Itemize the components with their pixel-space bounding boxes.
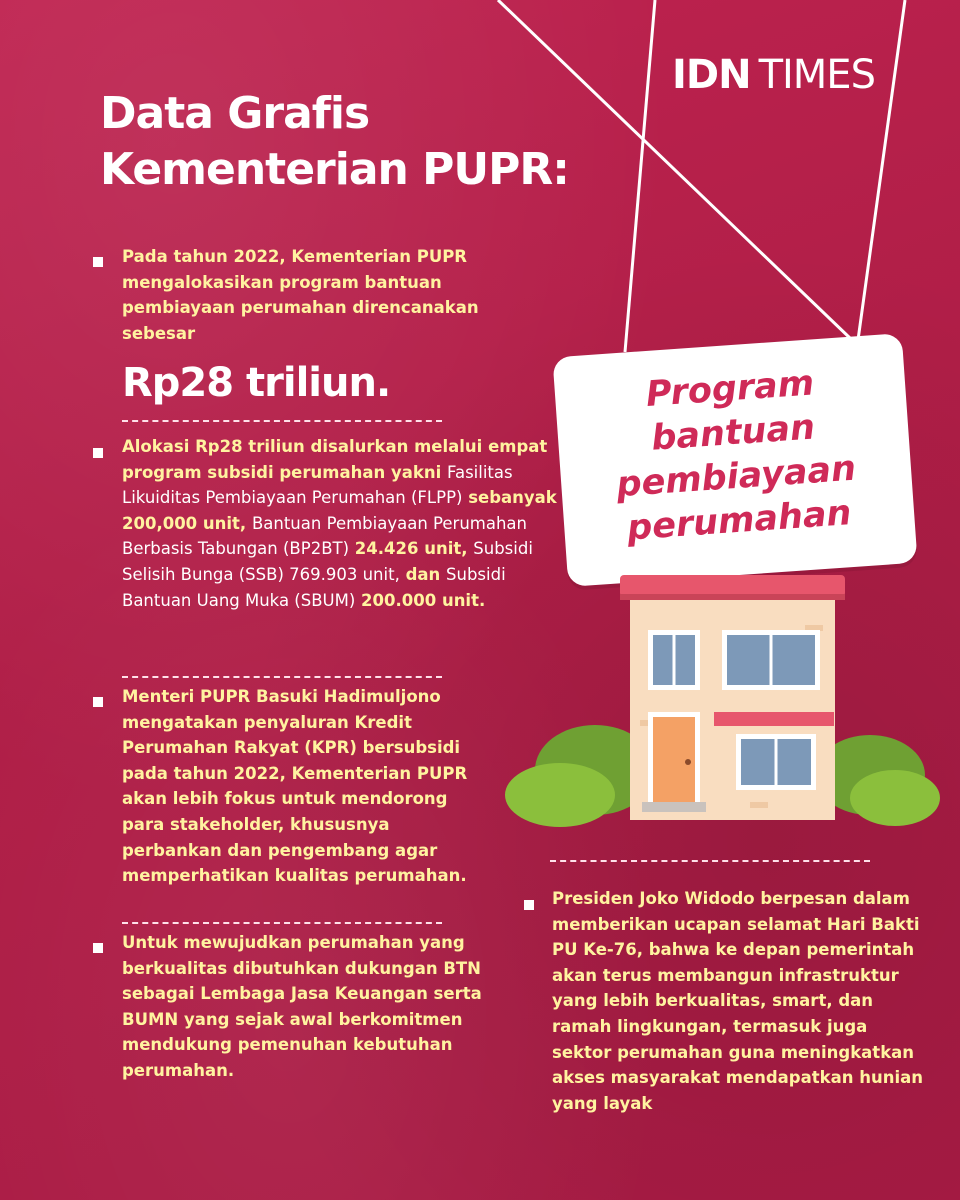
string-right <box>858 0 905 340</box>
p2-segment-program-ssb: Subsidi Selisih Bunga (SSB) 769.903 unit, <box>122 539 533 584</box>
house-roof <box>620 575 845 597</box>
house-illustration <box>500 570 950 830</box>
point-2-text <box>122 434 562 613</box>
divider <box>122 420 442 422</box>
roof-shadow <box>620 594 845 600</box>
p2-segment-program-flpp: Fasilitas Likuiditas Pembiayaan Perumahan (FLPP) <box>122 462 513 508</box>
bullet-square-icon <box>93 697 103 707</box>
logo-bold-text: IDN <box>672 52 751 98</box>
string-left <box>625 0 655 352</box>
bullet-square-icon <box>93 448 103 458</box>
bullet-square-icon <box>93 943 103 953</box>
bullet-square-icon <box>93 257 103 267</box>
point-5-text: Presiden Joko Widodo berpesan dalam memberikan ucapan selamat Hari Bakti PU Ke-76, bahwa ke depan pemerintah akan terus membangun infrastruktur yang lebih berkualitas, smart, dan ramah lingkungan, termasuk juga sektor perumahan guna meningkatkan akses masyarakat mendapatkan hunian yang layak <box>552 889 924 1113</box>
page-title <box>100 86 620 198</box>
bush-right-front <box>850 770 940 826</box>
bullet-square-icon <box>524 900 534 910</box>
sign-line-3: pembiayaan <box>615 448 858 506</box>
window-awning <box>714 712 834 726</box>
point-3-text: Menteri PUPR Basuki Hadimuljono mengatakan penyaluran Kredit Perumahan Rakyat (KPR) bersubsidi pada tahun 2022, Kementerian PUPR akan lebih fokus untuk mendorong para stakeholder, khususnya perbankan dan pengembang agar memperhatikan kualitas perumahan. <box>122 687 468 886</box>
p2-segment: 200.000 unit. <box>361 590 486 610</box>
divider <box>122 922 442 924</box>
divider <box>122 676 442 678</box>
door-knob <box>685 759 691 765</box>
point-4-text: Untuk mewujudkan perumahan yang berkualitas dibutuhkan dukungan BTN sebagai Lembaga Jasa Keuangan serta BUMN yang sejak awal berkomitmen mendukung pemenuhan kebutuhan perumahan. <box>122 933 482 1080</box>
idn-times-logo <box>672 52 875 98</box>
door-step <box>642 802 706 812</box>
sign-line-2: bantuan <box>650 407 817 459</box>
sign-line-1: Program <box>644 363 816 415</box>
p2-segment: dan <box>405 564 441 584</box>
point-1-text: Pada tahun 2022, Kementerian PUPR mengalokasikan program bantuan pembiayaan perumahan direncanakan sebesar <box>122 247 479 343</box>
p2-segment: Alokasi Rp28 triliun disalurkan melalui empat program subsidi perumahan yakni <box>122 437 548 482</box>
logo-light-text: TIMES <box>758 52 875 98</box>
p2-segment-program-sbum: Subsidi Bantuan Uang Muka (SBUM) <box>122 564 506 610</box>
title-line-1: Data Grafis <box>100 88 370 139</box>
program-sign <box>552 333 917 587</box>
p2-segment: sebanyak 200,000 unit, <box>122 488 557 533</box>
p2-segment: 24.426 unit, <box>354 539 468 559</box>
allocation-highlight: Rp28 triliun. <box>122 360 391 406</box>
brick-mark <box>750 802 768 808</box>
divider <box>550 860 870 862</box>
bush-left-front <box>505 763 615 827</box>
title-line-2: Kementerian PUPR: <box>100 144 569 195</box>
sign-text <box>554 355 915 555</box>
sign-line-4: perumahan <box>625 493 853 549</box>
p2-segment-program-bp2bt: Bantuan Pembiayaan Perumahan Berbasis Tabungan (BP2BT) <box>122 513 527 559</box>
